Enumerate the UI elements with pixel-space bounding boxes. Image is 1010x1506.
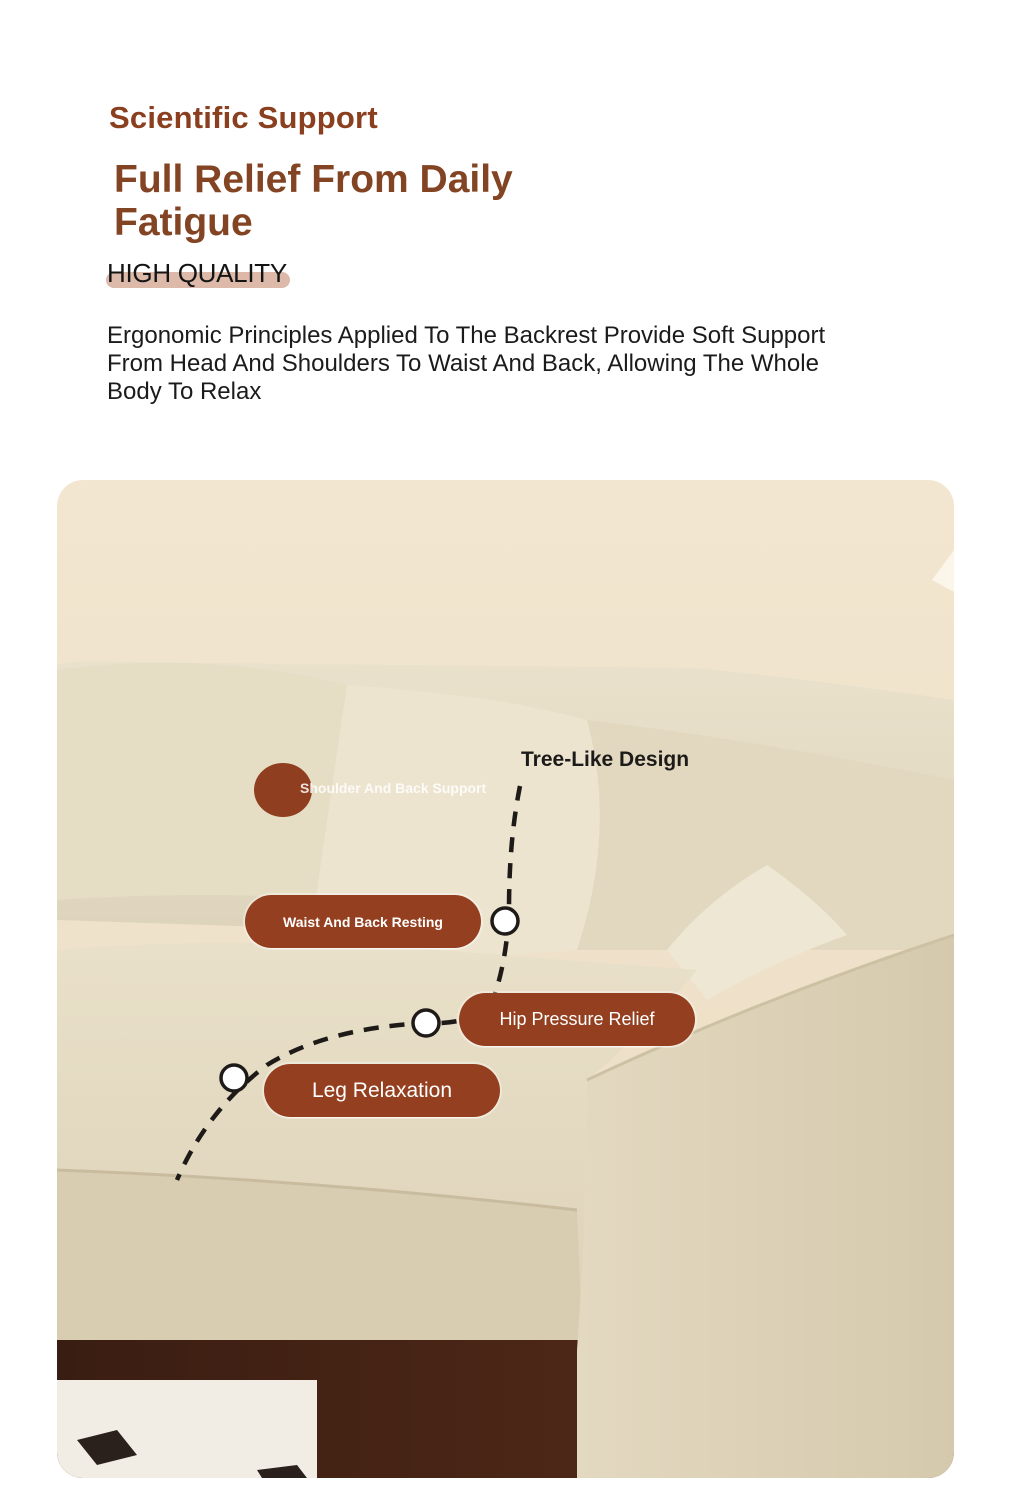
tree-design-label: Tree-Like Design xyxy=(521,748,690,771)
quality-badge xyxy=(106,258,290,292)
section-eyebrow: Scientific Support xyxy=(109,100,378,135)
feature-description: Ergonomic Principles Applied To The Backrest Provide Soft Support From Head And Shoulders To Waist And Back, Allowing The Whole Body To Relax xyxy=(107,322,826,405)
waist-support-pill: Waist And Back Resting xyxy=(245,895,481,948)
sofa-photo xyxy=(57,480,954,1478)
section-headline: Full Relief From Daily Fatigue xyxy=(114,158,513,244)
quality-badge-label: HIGH QUALITY xyxy=(107,258,287,288)
leg-relaxation-pill: Leg Relaxation xyxy=(264,1064,500,1117)
hip-relief-pill: Hip Pressure Relief xyxy=(459,993,695,1046)
shoulder-support-label: Shoulder And Back Support xyxy=(300,780,487,796)
sofa-illustration xyxy=(57,480,954,1478)
